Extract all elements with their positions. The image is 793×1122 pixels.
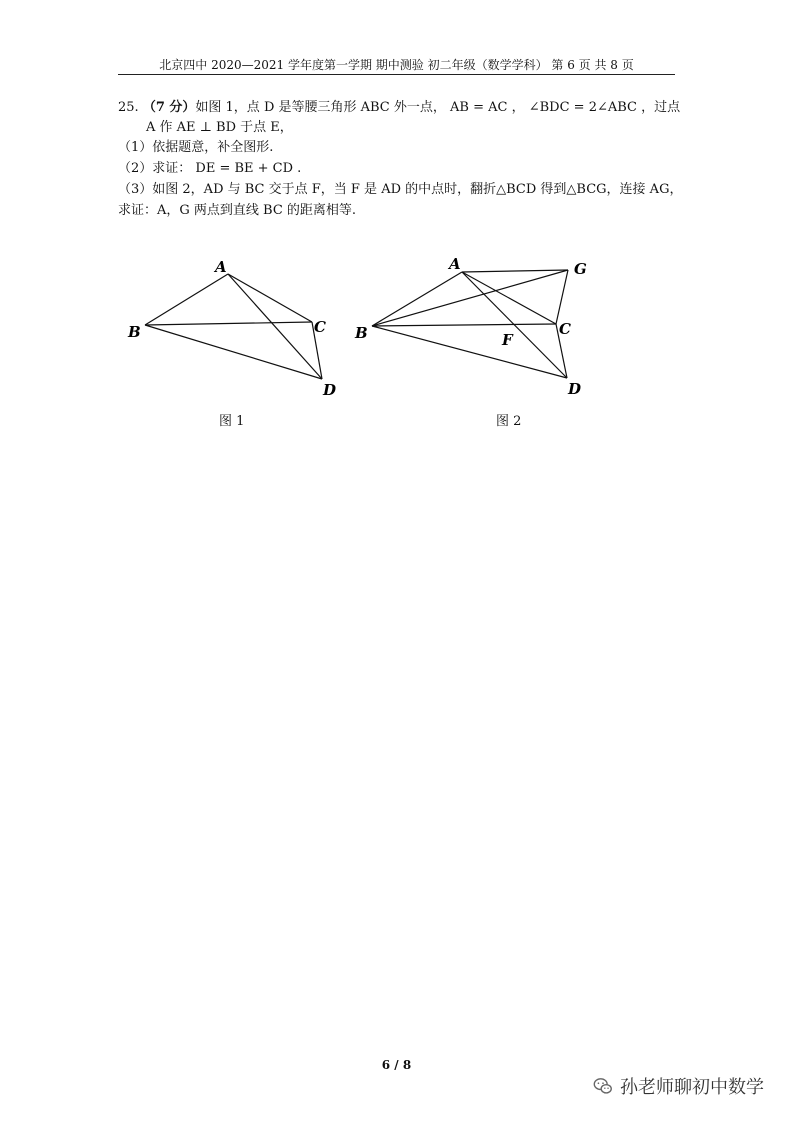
segment-bd <box>145 325 322 379</box>
question-number: 25. <box>118 100 139 115</box>
question-part-1: （1）依据题意，补全图形. <box>118 140 274 155</box>
watermark-text: 孙老师聊初中数学 <box>620 1077 764 1098</box>
label-c: C <box>314 318 326 336</box>
header-divider <box>118 74 675 75</box>
segment-bc <box>145 322 312 325</box>
question-line-1 <box>118 98 681 118</box>
segment-ad <box>228 274 322 379</box>
question-part-2: （2）求证： DE = BE + CD . <box>118 161 302 176</box>
segment-bc <box>372 324 556 326</box>
figure-1 <box>120 252 350 402</box>
segment-ab <box>145 274 228 325</box>
question-points: （7 分） <box>142 100 196 115</box>
segment-ac <box>228 274 312 322</box>
figure-1-caption: 图 1 <box>219 414 245 429</box>
question-line-2: A 作 AE ⊥ BD 于点 E， <box>146 120 293 135</box>
question-stem: 如图 1，点 D 是等腰三角形 ABC 外一点， AB = AC ， ∠BDC = 2∠ABC ，过点 <box>195 100 681 115</box>
segment-cg <box>556 270 568 324</box>
watermark <box>592 1072 764 1100</box>
label-a: A <box>215 258 227 276</box>
figure-2-diagram <box>350 248 600 403</box>
segment-bg <box>372 270 568 326</box>
label-d: D <box>323 381 337 399</box>
label-b: B <box>355 324 368 342</box>
segment-ag <box>462 270 568 272</box>
label-a: A <box>449 255 461 273</box>
segment-ac <box>462 272 556 324</box>
segment-bd <box>372 326 567 378</box>
label-g: G <box>574 260 587 278</box>
label-b: B <box>128 323 141 341</box>
page-header: 北京四中 2020—2021 学年度第一学期 期中测验 初二年级（数学学科） 第 6 页 共 8 页 <box>159 58 634 72</box>
figure-1-diagram <box>120 252 350 402</box>
figure-2-caption: 图 2 <box>496 414 522 429</box>
question-part-3-cont: 求证：A，G 两点到直线 BC 的距离相等. <box>118 203 357 218</box>
question-part-3: （3）如图 2，AD 与 BC 交于点 F，当 F 是 AD 的中点时，翻折△BCD 得到△BCG，连接 AG， <box>118 182 683 197</box>
label-d: D <box>568 380 582 398</box>
label-c: C <box>559 320 571 338</box>
wechat-icon <box>592 1075 614 1097</box>
segment-ab <box>372 272 462 326</box>
page-number: 6 / 8 <box>381 1058 412 1072</box>
figure-2 <box>350 248 600 403</box>
label-f: F <box>502 331 513 349</box>
